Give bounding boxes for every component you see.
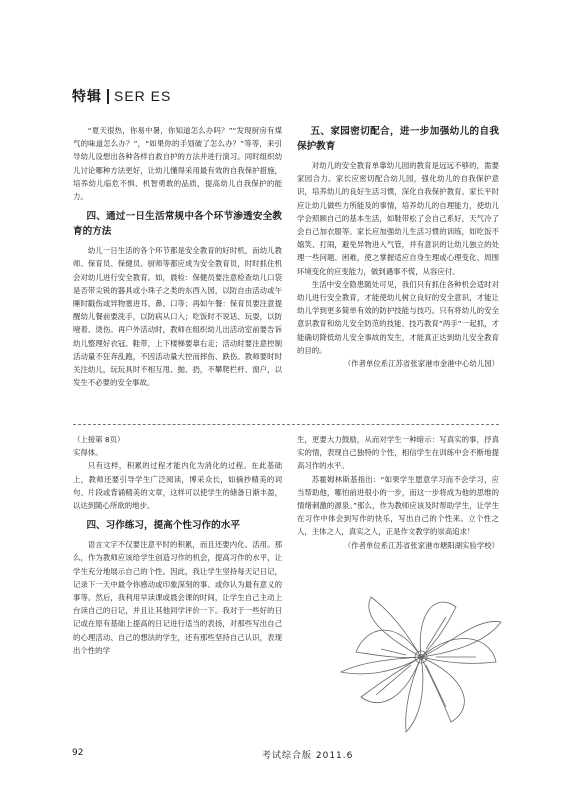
paragraph: 实得体。 xyxy=(73,448,103,458)
article-column-2 xyxy=(297,124,499,370)
author-affiliation: （作者单位系江苏省张家港市塘阳湖实验学校） xyxy=(343,540,499,550)
section-header xyxy=(72,86,171,106)
paragraph: 幼儿一日生活的各个环节都是安全教育的好时机，而幼儿教师、保育员、保健员、厨师等都应成为安全教育员，时时抓住机会对幼儿进行安全教育。如，晨检：保健员要注意检查幼儿口袋是否带尖锐的器具或小珠子之类的东西入园，以防自由活动或午睡时戳伤或异物塞进耳、鼻、口等；再如午餐：保育员要注意提醒幼儿餐前要洗手，以防病从口入；吃饭时不说话、玩耍，以防噎着、烫伤。再户外活动时，教师在组织幼儿出活动室前要告诉幼儿整理好衣冠、鞋带，上下楼梯要靠右走；活动时要注意控制活动量不狂奔乱跑，不因活动量大控而摔伤、跌伤。教师要时时关注幼儿，玩玩具时不相互甩、抛、扔，不攀爬栏杆、窗户，以发生不必要的安全事故。 xyxy=(73,246,282,388)
paragraph: 生，更要大力鼓励，从而对学生一种暗示：写真实的事，抒真实的情，表现自己独特的个性，相信学生在训练中会不断地提高习作的水平。 xyxy=(297,435,499,471)
page-number: 92 xyxy=(72,748,84,758)
article-column-3 xyxy=(73,433,282,657)
paragraph: “夏天很热，你易中暑，你知道怎么办吗？”“发现厨房有煤气的味道怎么办？”，“如果你的手划破了怎么办？”等等，来引导幼儿设想出各种各样自救自护的方法并进行演习。同时组织幼儿讨论哪种方法更好，让幼儿懂得采用最有效的自我保护措施，培养幼儿临危不惧、机智勇敢的品质，提高幼儿自我保护的能力。 xyxy=(73,126,282,202)
section-tag: 特辑 xyxy=(72,89,102,105)
header-divider xyxy=(107,89,109,104)
continued-from-note: （上接第 8页） xyxy=(73,435,125,444)
flower-illustration xyxy=(326,577,516,737)
section-heading: 四、通过一日生活常规中各个环节渗透安全教育的方法 xyxy=(73,211,282,238)
journal-issue: 考试综合版 2011.6 xyxy=(262,751,354,761)
paragraph: 只有这样，积累的过程才能内化为消化的过程。在此基础上，教师还要引导学生广泛阅读，博采众长，如摘抄精美的词句、片段或背诵精美的文章，这样可以使学生的储备日渐丰盈，以达到随心所欲的地步。 xyxy=(73,461,282,511)
paragraph: 生活中安全隐患随处可见，我们只有抓住各种机会适时对幼儿进行安全教育，才能使幼儿树立良好的安全意识，才能让幼儿学到更多简单有效的防护技能与技巧。只有将幼儿的安全意识教育和幼儿安全防范的技能、技巧教育“两手”一起抓，才能确切降低幼儿安全事故的发生，才能真正达到幼儿安全教育的目的。 xyxy=(297,279,499,355)
article-divider xyxy=(73,424,499,426)
paragraph: 苏霍姆林斯基指出：“如果学生愿意学习而不会学习，应当帮助他，哪怕前进很小的一步，而这一步将成为他的思维的情绪刺激的源泉。”那么，作为教师应该及时帮助学生，让学生在习作中体会到写作的快乐，写出自己的个性来。立个性之人，主体之人，真实之人，正是作文教学的崇高追求！ xyxy=(297,474,499,537)
article-column-4 xyxy=(297,433,499,552)
section-series: SER ES xyxy=(114,88,172,104)
author-affiliation: （作者单位系江苏省张家港市金港中心幼儿园） xyxy=(343,359,499,369)
paragraph: 对幼儿的安全教育单靠幼儿园的教育是远远不够的，需要家园合力。家长应密切配合幼儿园，强化幼儿的自我保护意识，培养幼儿的良好生活习惯，深化自我保护教育。家长平时应让幼儿做些力所能及的事情，培养幼儿的自理能力，使幼儿学会照顾自己的基本生活，如鞋带松了会自己系好，天气冷了会自己加衣服等。家长应加强幼儿生活习惯的训练，如吃饭不嬉笑、打闹，避免异物进入气管，并有意识的让幼儿独立的处理一些问题、困难，使之掌握适应自身生理或心理变化、周围环境变化的应变能力，做到遇事不慌，从容应付。 xyxy=(297,161,499,276)
article-column-1 xyxy=(73,124,282,389)
section-heading: 五、家园密切配合，进一步加强幼儿的自我保护教育 xyxy=(297,126,499,152)
paragraph: 语言文字不仅要注意平时的积累，而且还要内化、活用。那么，作为教师应该给学生创造习作的机会，提高习作的水平，让学生充分地展示自己的个性。因此，我让学生坚持每天记日记，记录下一天中最令你感动或印象深刻的事、或你认为最有意义的事等。然后，我利用早读课或晨会课的时间，让学生自己主动上台读自己的日记，并且让其他同学评价一下。我对于一些好的日记或在原有基础上提高的日记进行适当的表扬，对那些写出自己的心理活动、自己的想法的学生，还有那些坚持自己认识，表现出个性的学 xyxy=(73,540,282,655)
section-heading: 四、习作练习，提高个性习作的水平 xyxy=(86,520,240,532)
